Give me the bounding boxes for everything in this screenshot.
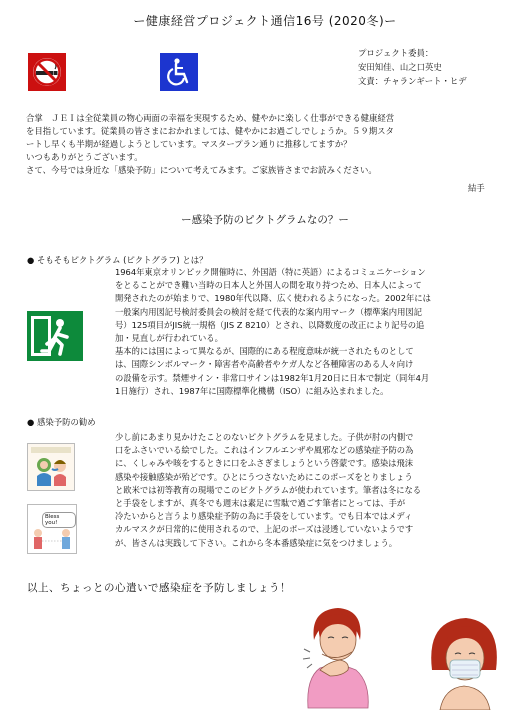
masked-woman-illustration bbox=[426, 610, 504, 710]
newsletter-title: ー健康経営プロジェクト通信16号 (2020冬)ー bbox=[133, 14, 397, 28]
poster-speech-text: Bless you! bbox=[42, 512, 76, 528]
committee-members: 安田知佳、山之口英史 bbox=[358, 62, 442, 72]
section2-line: 少し前にあまり見かけたことのないピクトグラムを見ました。子供が肘の内側で bbox=[115, 432, 414, 442]
intro-line: ートし早くも半期が経過しようとしています。マスタープラン通りに推移してますか？ bbox=[26, 139, 352, 149]
bless-you-poster bbox=[27, 504, 77, 554]
section1-body bbox=[115, 266, 517, 398]
section1-line: 基本的には国によって異なるが、国際的にある程度意味が統一されたものとして bbox=[115, 346, 414, 357]
intro-line: を目指しています。従業員の皆さまにおかれましては、健やかにお過ごしでしょうか。５９期スタ bbox=[26, 126, 394, 136]
section1-line: 加・見直しが行われている。 bbox=[115, 333, 223, 344]
intro-line: いつもありがとうございます。 bbox=[26, 152, 143, 162]
committee-writer: 文責：チャランギート・ヒデ bbox=[358, 76, 467, 86]
section2-line: カルマスクが日常的に使用されるので、上記のポーズは浸透していないようです bbox=[115, 524, 414, 535]
project-committee bbox=[358, 46, 467, 88]
section2-body bbox=[115, 431, 517, 550]
section1-line: の設備を示す。禁煙サイン・非常口サインは1982年1月20日に日本で制定（同年4月 bbox=[115, 372, 430, 383]
intro-line: 合掌 ＪＥＩは全従業員の物心両面の幸福を実現するため、健やかに楽しく仕事ができる健康経営 bbox=[26, 113, 395, 123]
no-smoking-icon bbox=[28, 53, 66, 91]
section2-line: 冷たいからと言うより感染症予防の為に手袋をしています。でも日本ではメディ bbox=[115, 511, 413, 522]
committee-label: プロジェクト委員： bbox=[358, 48, 434, 58]
section1-line: 開発されたのが始まりで、1980年代以降、広く使われるようになった。2002年には bbox=[115, 293, 431, 304]
section1-line: 一般案内用図記号検討委員会の検討を経て代表的な案内用マーク（標準案内用図記 bbox=[115, 306, 422, 317]
section1-line: をとることができ難い当時の日本人と外国人の間を取り持つため、日本人によって bbox=[115, 280, 422, 291]
section1-line: 号）125項目がJIS統一規格（JIS Z 8210）とされ、以降数度の改正により記号の追 bbox=[115, 319, 425, 330]
section2-line: 感染や接触感染が殆どです。ひとにうつさないためにこのポーズをとりましょう bbox=[115, 471, 413, 482]
intro-line: さて、今号では身近な「感染予防」について考えてみます。ご家族皆さまでお読みください。 bbox=[26, 165, 377, 175]
section2-line: と欧米では初等教育の現場でこのピクトグラムが使われています。筆者は冬になる bbox=[115, 484, 422, 495]
wheelchair-icon bbox=[160, 53, 198, 91]
closing-sign: 結手 bbox=[468, 183, 485, 193]
emergency-exit-icon bbox=[27, 311, 83, 361]
section1-line: 1964年東京オリンピック開催時に、外国語（特に英語）によるコミュニケーション bbox=[115, 267, 426, 277]
section1-line: 1日施行）され、1987年に国際標準化機構（ISO）に組み込まれました。 bbox=[115, 385, 389, 396]
cough-poster-illustration bbox=[27, 443, 75, 491]
section2-line: が、皆さんは実践して下さい。これから冬本番感染症に気をつけましょう。 bbox=[115, 537, 398, 548]
closing-message: 以上、ちょっとの心遣いで感染症を予防しましょう！ bbox=[27, 582, 291, 594]
coughing-woman-illustration bbox=[300, 600, 378, 710]
intro-paragraph bbox=[26, 112, 512, 177]
section2-heading: ● 感染予防の勧め bbox=[27, 417, 96, 427]
section2-line: に、くしゃみや咳をするときに口をふさぎましょうという啓蒙です。感染は飛沫 bbox=[115, 458, 414, 469]
section2-line: と手袋をしますが、真冬でも週末は素足に雪駄で過ごす筆者にとっては、手が bbox=[115, 498, 406, 509]
section1-heading: ● そもそもピクトグラム (ピクトグラフ) とは？ bbox=[27, 255, 208, 265]
section2-line: 口をふさいでいる絵でした。これはインフルエンザや風邪などの感染症予防の為 bbox=[115, 445, 414, 456]
section-title: ー感染予防のピクトグラムなの？ー bbox=[181, 214, 349, 226]
section1-line: は、国際シンボルマーク・障害者や高齢者やケガ人など各種障害のある人々向け bbox=[115, 359, 414, 370]
